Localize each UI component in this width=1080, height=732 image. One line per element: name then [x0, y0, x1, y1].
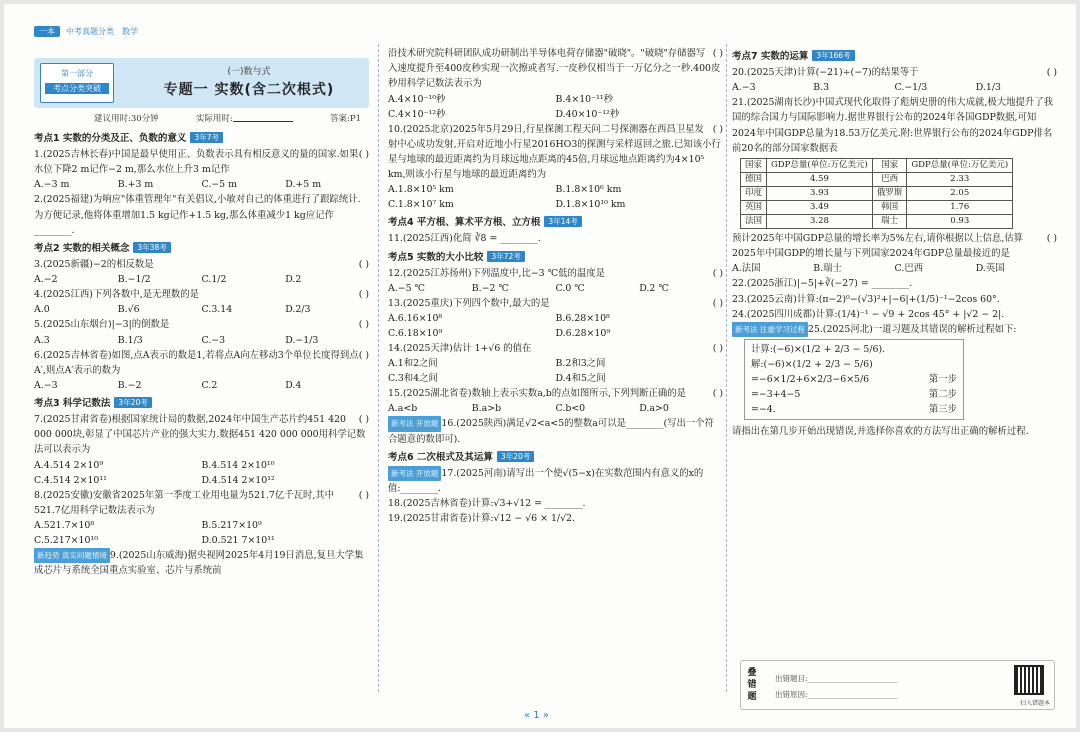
study-meta [34, 112, 369, 124]
table-row [741, 201, 1013, 215]
answer-bracket: ( ) [712, 123, 723, 135]
option[interactable]: B.−2 ℃ [471, 282, 509, 294]
option[interactable]: B.−1/2 [117, 274, 151, 286]
option[interactable]: A.3 [34, 334, 50, 346]
question-list [388, 46, 723, 527]
series-tag: 一本 [34, 26, 60, 37]
topic-banner [34, 58, 369, 108]
question-text: 18.(2025吉林省卷)计算:√3+√12 = ________. [388, 498, 586, 510]
question-text: ( ) 15.(2025湖北省卷)数轴上表示实数a,b的点如图所示,下列判断正确的是 [388, 386, 723, 401]
option[interactable]: B.a>b [471, 403, 502, 415]
option[interactable]: C.1.8×10⁷ km [388, 199, 454, 211]
option[interactable]: B.5.217×10⁹ [201, 520, 262, 532]
question-list [732, 46, 1057, 439]
question-text: 23.(2025云南)计算:(π−2)⁰−(√3)²+|−6|+(1/5)⁻¹−2cos 60°. [732, 293, 1000, 305]
answer-options [388, 311, 723, 341]
question-text: 新考法 注重学习过程 25.(2025河北)一道习题及其错误的解析过程如下: [732, 322, 1057, 337]
option[interactable]: B.1.8×10⁶ km [555, 184, 622, 196]
qr-code-icon[interactable] [1014, 665, 1044, 695]
table-cell: 2.33 [907, 173, 1013, 187]
option[interactable]: C.5.217×10¹⁰ [34, 535, 98, 547]
option[interactable]: B.4×10⁻¹¹秒 [555, 93, 613, 105]
work-line: =−3+4−5 第二步 [751, 389, 957, 401]
option[interactable]: C.0 ℃ [555, 282, 585, 294]
answer-options [34, 378, 369, 393]
page-number: « 1 » [524, 710, 549, 721]
option[interactable]: A.1.8×10⁵ km [388, 184, 454, 196]
option[interactable]: A.a<b [388, 403, 418, 415]
answer-options [732, 80, 1057, 95]
step-label: 第三步 [928, 404, 957, 416]
section-heading: 考点6 二次根式及其运算 3年20考 [388, 449, 723, 463]
gdp-table [740, 158, 1013, 229]
option[interactable]: D.0.521 7×10¹¹ [201, 535, 275, 547]
option[interactable]: C.1/2 [201, 274, 227, 286]
option[interactable]: D.−1/3 [285, 334, 319, 346]
table-row [741, 187, 1013, 201]
answer-bracket: ( ) [358, 414, 369, 426]
question-text: 11.(2025江西)化简 ∛8 = ________. [388, 233, 541, 245]
answer-options [34, 302, 369, 317]
answer-ref: 答案:P1 [330, 114, 361, 124]
option[interactable]: B.−2 [117, 380, 142, 392]
question-text: 请指出在第几步开始出现错误,并选择你喜欢的方法写出正确的解析过程. [732, 426, 1029, 438]
option[interactable]: D.4.514 2×10¹² [201, 474, 275, 486]
option[interactable]: A.法国 [732, 263, 761, 275]
option[interactable]: C.2 [201, 380, 218, 392]
option[interactable]: C.3.14 [201, 304, 233, 316]
option[interactable]: A.−3 m [34, 179, 70, 191]
table-header: 国家 [872, 159, 907, 173]
option[interactable]: D.4和5之间 [555, 373, 606, 385]
table-header: 国家 [741, 159, 767, 173]
answer-bracket: ( ) [358, 319, 369, 331]
option[interactable]: A.−3 [732, 82, 756, 94]
question-text: 19.(2025甘肃省卷)计算:√12 − √6 × 1/√2. [388, 513, 576, 525]
option[interactable]: B.1/3 [117, 334, 143, 346]
question-text: ( ) 5.(2025山东烟台)|−3|的倒数是 [34, 317, 369, 332]
column-divider [726, 44, 727, 692]
qr-caption: 扫入错题本 [1019, 700, 1050, 707]
section-heading: 考点4 平方根、算术平方根、立方根 3年14考 [388, 214, 723, 228]
question-list [34, 128, 369, 578]
option[interactable]: C.巴西 [894, 263, 924, 275]
option[interactable]: C.−1/3 [894, 82, 928, 94]
frequency-badge: 3年14考 [544, 216, 581, 227]
table-cell: 德国 [741, 173, 767, 187]
option[interactable]: D.a>0 [639, 403, 669, 415]
option[interactable]: C.b<0 [555, 403, 586, 415]
error-book-label: 叠错题 [747, 668, 757, 702]
table-cell: 韩国 [872, 201, 907, 215]
answer-bracket: ( ) [712, 388, 723, 400]
part-sublabel: 考点分类突破 [45, 83, 109, 94]
unit-label: (一)数与式 [227, 67, 271, 77]
question-text: 21.(2025湖南长沙)中国式现代化取得了彪炳史册的伟大成就,极大地提升了我国的综合国力与国际影响力.据世界银行公布的2024年各国GDP数据,可知2024年中国GDP总量为18.53万亿美元.附:世界银行公布的2024年GDP排名前20名的部分国家数据表 [732, 97, 1053, 154]
option[interactable]: B.3 [813, 82, 830, 94]
column-left [34, 4, 369, 728]
answer-options [34, 458, 369, 488]
answer-options [34, 333, 369, 348]
question-text: 22.(2025浙江)|−5|+∛(−27) = ________. [732, 278, 913, 290]
frequency-badge: 3年7考 [190, 132, 223, 143]
option[interactable]: C.−5 m [201, 179, 238, 191]
question-text: ( ) 预计2025年中国GDP总量的增长率为5%左右,请你根据以上信息,估算2025年中国GDP的增长量与下列国家2024年GDP总量最接近的是 [732, 233, 1057, 260]
suggested-time: 建议用时:30分钟 [94, 114, 159, 124]
question-text: 新考法 开放题 17.(2025河南)请写出一个使√(5−x)在实数范围内有意义的x的值:________. [388, 467, 704, 495]
question-tag: 新趋势 真实问题情境 [34, 548, 110, 563]
table-cell: 3.49 [767, 201, 873, 215]
option[interactable]: D.1.8×10¹⁰ km [555, 199, 626, 211]
answer-options [388, 92, 723, 122]
work-line: =−4. 第三步 [751, 404, 957, 416]
answer-bracket: ( ) [712, 297, 723, 309]
answer-options [388, 401, 723, 416]
question-text: ( ) 20.(2025天津)计算(−21)÷(−7)的结果等于 [732, 65, 1057, 80]
answer-options [34, 177, 369, 192]
answer-bracket: ( ) [712, 48, 723, 59]
frequency-badge: 3年20考 [497, 451, 534, 462]
option[interactable]: C.4.514 2×10¹¹ [34, 474, 107, 486]
question-tag: 新考法 注重学习过程 [732, 322, 808, 337]
table-cell: 英国 [741, 201, 767, 215]
question-text: ( ) 4.(2025江西)下列各数中,是无理数的是 [34, 287, 369, 302]
table-cell: 巴西 [872, 173, 907, 187]
question-text: 24.(2025四川成都)计算:(1/4)⁻¹ − √9 + 2cos 45° + |√2 − 2|. [732, 308, 1005, 320]
question-text: ( ) 3.(2025新疆)−2的相反数是 [34, 257, 369, 272]
table-cell: 0.93 [907, 215, 1013, 229]
option[interactable]: C.3和4之间 [388, 373, 438, 385]
part-badge [40, 63, 114, 103]
table-cell: 3.28 [767, 215, 873, 229]
table-cell: 1.76 [907, 201, 1013, 215]
option[interactable]: A.521.7×10⁸ [34, 520, 95, 532]
question-text: 2.(2025福建)为响应"体重管理年"有关倡议,小敏对自己的体重进行了跟踪统计.为方便记录,他将体重增加1.5 kg记作+1.5 kg,那么体重减少1 kg应记作________. [34, 194, 361, 236]
table-header: GDP总量(单位:万亿美元) [907, 159, 1013, 173]
work-line: 计算:(−6)×(1/2 + 2/3 − 5/6). [751, 344, 886, 356]
option[interactable]: D.2/3 [285, 304, 311, 316]
error-question-field[interactable]: 出错题目:________________________ [775, 674, 898, 683]
answer-bracket: ( ) [358, 349, 369, 361]
topic-title: 专题一 实数(含二次根式) [163, 82, 335, 98]
option[interactable]: A.4×10⁻¹⁰秒 [388, 93, 446, 105]
option[interactable]: B.2和3之间 [555, 358, 606, 370]
question-text: ( ) 12.(2025江苏扬州)下列温度中,比−3 ℃低的温度是 [388, 266, 723, 281]
frequency-badge: 3年20考 [114, 397, 151, 408]
question-text: ( ) 8.(2025安徽)安徽省2025年第一季度工业用电量为521.7亿千瓦时,其中521.7亿用科学记数法表示为 [34, 489, 369, 516]
option[interactable]: D.40×10⁻¹²秒 [555, 108, 620, 120]
option[interactable]: A.−3 [34, 380, 58, 392]
option[interactable]: C.−3 [201, 334, 226, 346]
table-row [741, 215, 1013, 229]
step-label: 第二步 [928, 389, 957, 401]
question-tag: 新考法 开放题 [388, 416, 441, 431]
option[interactable]: A.4.514 2×10⁹ [34, 459, 104, 471]
option[interactable]: A.6.16×10⁸ [388, 313, 443, 325]
table-cell: 俄罗斯 [872, 187, 907, 201]
option[interactable]: D.英国 [975, 263, 1005, 275]
option[interactable]: D.+5 m [285, 179, 322, 191]
part-label: 第一部分 [61, 69, 93, 78]
option[interactable]: B.4.514 2×10¹⁰ [201, 459, 275, 471]
work-line: =−6×1/2+6×2/3−6×5/6 第一步 [751, 374, 957, 386]
answer-bracket: ( ) [1046, 233, 1057, 245]
option[interactable]: C.4×10⁻¹²秒 [388, 108, 446, 120]
answer-options [34, 518, 369, 548]
option[interactable]: B.瑞士 [813, 263, 842, 275]
option[interactable]: D.2 ℃ [639, 282, 669, 294]
question-text: ( ) 1.(2025吉林长春)中国是最早使用正、负数表示具有相反意义的量的国家.如果水位下降2 m记作−2 m,那么水位上升3 m记作 [34, 149, 369, 176]
answer-options [34, 272, 369, 287]
error-reason-field[interactable]: 出错原因:________________________ [775, 690, 898, 699]
option[interactable]: B.√6 [117, 304, 140, 316]
section-heading: 考点3 科学记数法 3年20考 [34, 395, 369, 409]
frequency-badge: 3年38考 [133, 242, 170, 253]
option[interactable]: D.4 [285, 380, 302, 392]
work-line: 解:(−6)×(1/2 + 2/3 − 5/6) [751, 359, 873, 371]
option[interactable]: C.6.18×10⁹ [388, 328, 443, 340]
table-cell: 法国 [741, 215, 767, 229]
error-solution-box [744, 339, 964, 420]
answer-options [388, 356, 723, 386]
section-heading: 考点7 实数的运算 3年166考 [732, 48, 1057, 62]
table-cell: 瑞士 [872, 215, 907, 229]
answer-bracket: ( ) [358, 259, 369, 271]
table-cell: 3.93 [767, 187, 873, 201]
table-cell: 印度 [741, 187, 767, 201]
answer-bracket: ( ) [358, 489, 369, 501]
table-row [741, 173, 1013, 187]
answer-options [732, 261, 1057, 276]
series-name: 中考真题分类 [66, 27, 114, 36]
question-tag: 新考法 开放题 [388, 466, 441, 481]
option[interactable]: B.+3 m [117, 179, 154, 191]
answer-bracket: ( ) [358, 289, 369, 301]
error-book-box [740, 660, 1055, 710]
answer-options [388, 281, 723, 296]
section-heading: 考点2 实数的相关概念 3年38考 [34, 240, 369, 254]
option[interactable]: B.6.28×10⁸ [555, 313, 610, 325]
option[interactable]: A.1和2之间 [388, 358, 438, 370]
column-divider [378, 44, 379, 692]
page-sheet [4, 4, 1076, 728]
subject-name: 数学 [122, 27, 138, 36]
option[interactable]: A.−2 [34, 274, 58, 286]
column-right [732, 4, 1057, 728]
question-text: ( ) 13.(2025重庆)下列四个数中,最大的是 [388, 296, 723, 311]
frequency-badge: 3年72考 [487, 251, 524, 262]
option[interactable]: D.2 [285, 274, 302, 286]
actual-time: 实际用时: [196, 112, 293, 124]
answer-options [388, 182, 723, 212]
answer-bracket: ( ) [712, 267, 723, 279]
column-middle [388, 4, 723, 728]
step-label: 第一步 [928, 374, 957, 386]
answer-bracket: ( ) [1046, 67, 1057, 78]
question-text: 新考法 开放题 16.(2025陕西)满足√2<a<5的整数a可以是________(写出一个符合题意的数即可). [388, 418, 715, 445]
question-text: 新趋势 真实问题情境 9.(2025山东威海)据央视网2025年4月19日消息,复旦大学集成芯片与系统全国重点实验室、芯片与系统前 [34, 550, 364, 577]
option[interactable]: D.1/3 [975, 82, 1001, 94]
option[interactable]: A.−5 ℃ [388, 282, 426, 294]
answer-bracket: ( ) [712, 343, 723, 355]
table-cell: 2.05 [907, 187, 1013, 201]
question-text: ( ) 6.(2025吉林省卷)如图,点A表示的数是1,若将点A向左移动3个单位长度得到点A′,则点A′表示的数为 [34, 349, 369, 376]
question-text: ( ) 沿技术研究院科研团队成功研制出半导体电荷存储器"破晓"。"破晓"存储器写入速度提升至400皮秒实现一次擦或者写.一皮秒仅相当于一万亿分之一秒.400皮秒用科学记数法表示为 [388, 48, 723, 90]
table-cell: 4.59 [767, 173, 873, 187]
question-text: ( ) 14.(2025天津)估计 1+√6 的值在 [388, 341, 723, 356]
question-text: ( ) 7.(2025甘肃省卷)根据国家统计局的数据,2024年中国生产芯片约451 420 000 000块,彰显了中国芯片产业的强大实力.数据451 420 000 000用科学记数法可以表示为 [34, 414, 369, 456]
option[interactable]: D.6.28×10⁹ [555, 328, 611, 340]
frequency-badge: 3年166考 [812, 50, 854, 61]
question-text: ( ) 10.(2025北京)2025年5月29日,行星探测工程天问二号探测器在西昌卫星发射中心成功发射,开启对近地小行星2016HO3的探测与采样返回之旅.已知该小行星与地球的最近距离约为月球远地点距离的45倍,月球远地点距离约为4×10⁵ km,则该小行星与地球的最近距离约为 [388, 123, 723, 181]
section-heading: 考点5 实数的大小比较 3年72考 [388, 249, 723, 263]
option[interactable]: A.0 [34, 304, 50, 316]
section-heading: 考点1 实数的分类及正、负数的意义 3年7考 [34, 130, 369, 144]
answer-bracket: ( ) [358, 149, 369, 160]
table-header: GDP总量(单位:万亿美元) [767, 159, 873, 173]
